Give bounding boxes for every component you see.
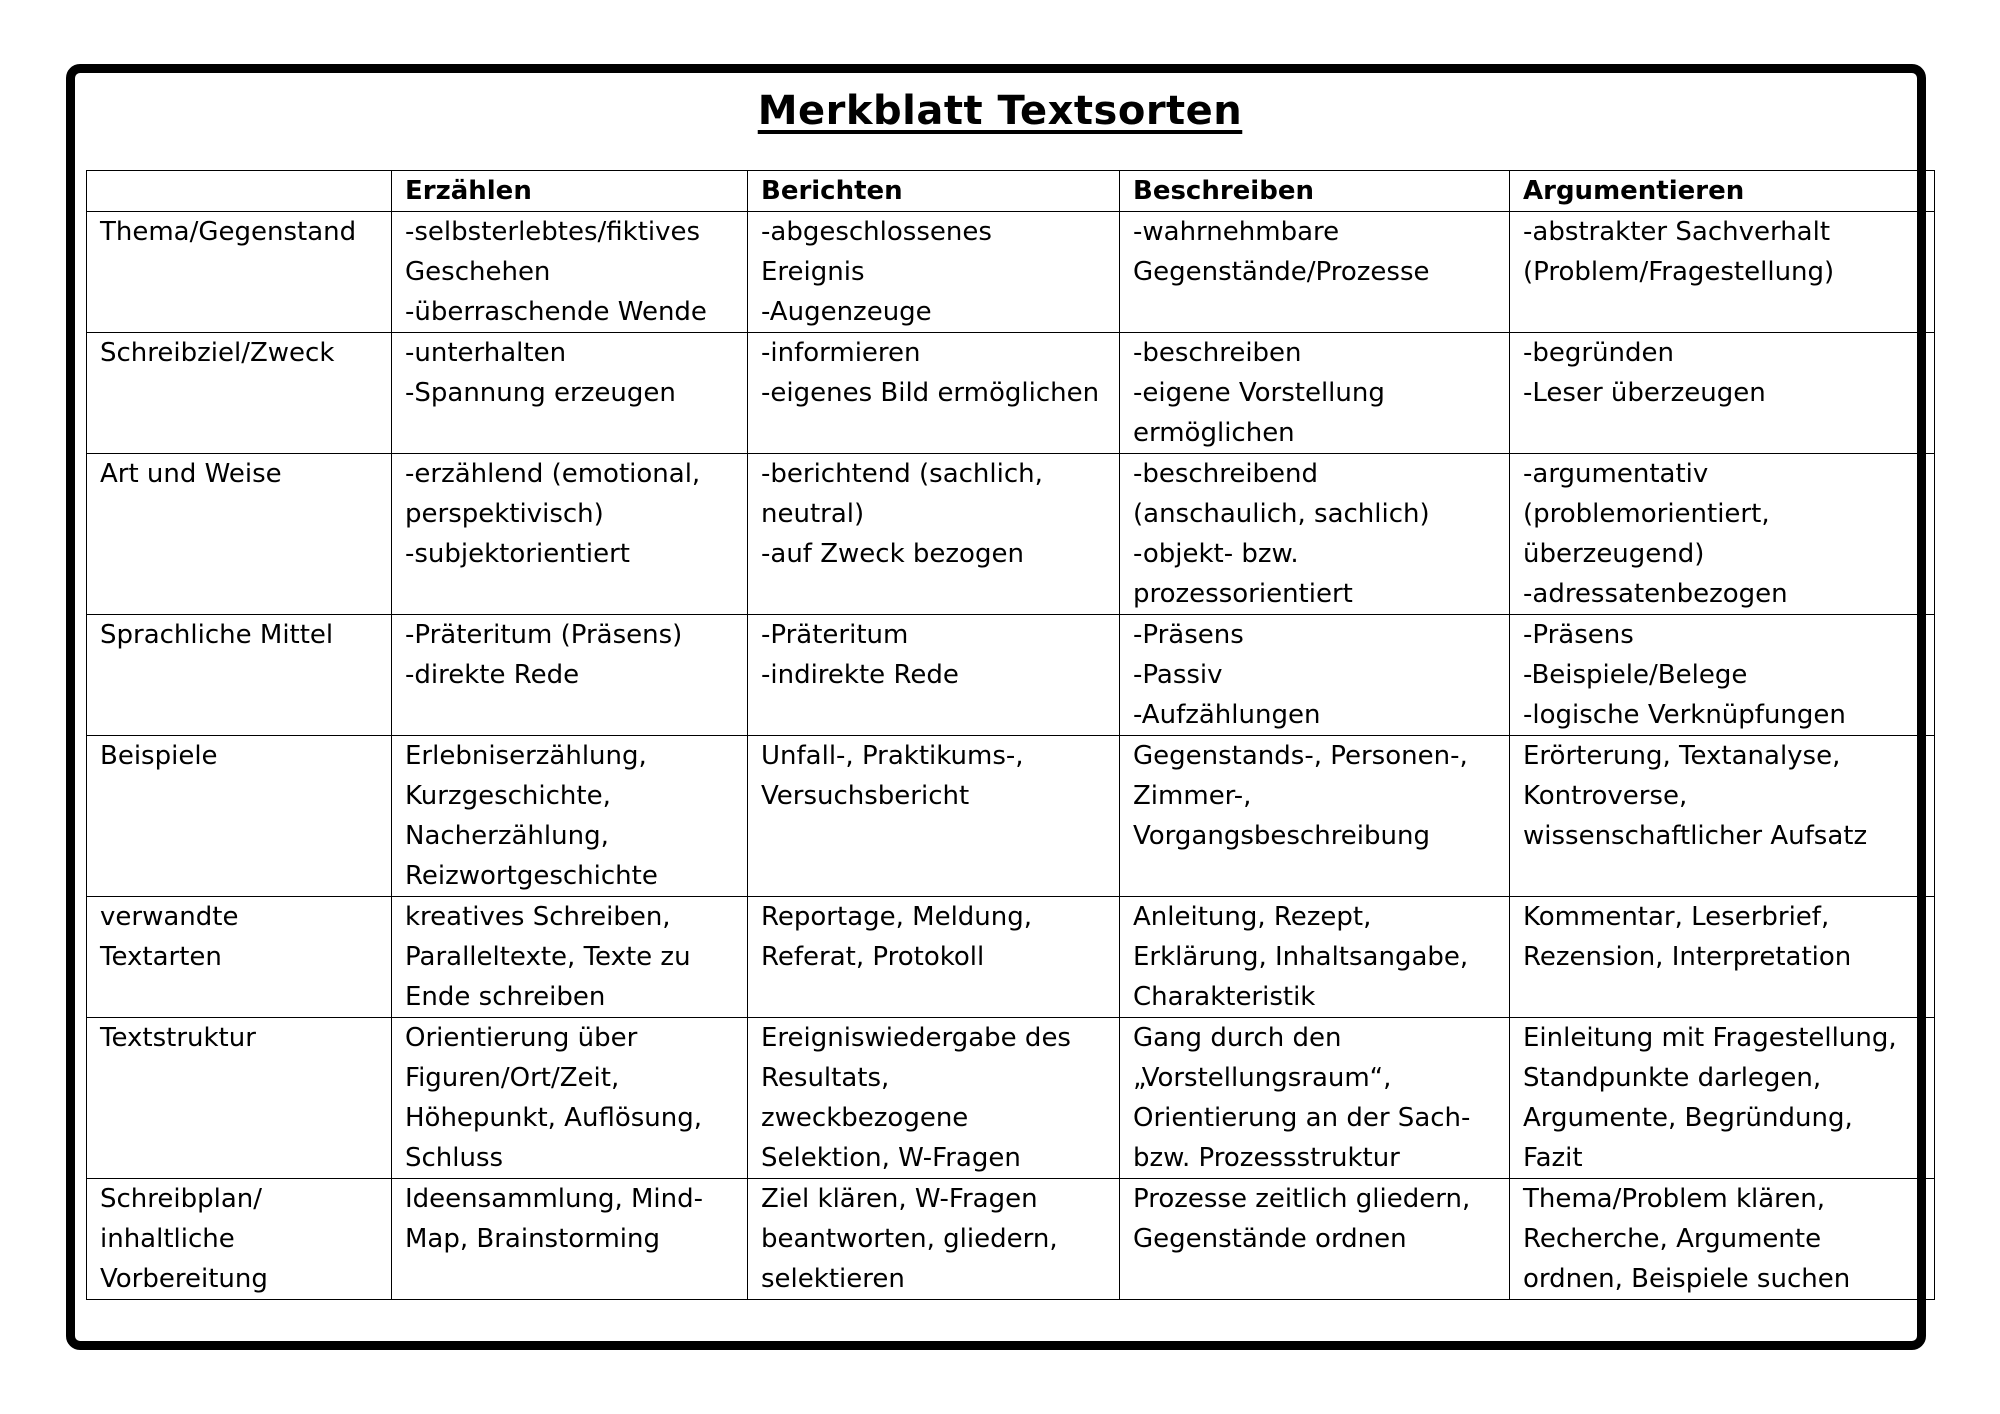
header-cell-erzaehlen: Erzählen	[392, 171, 748, 212]
table-cell: -wahrnehmbare Gegenstände/Prozesse	[1120, 212, 1510, 333]
table-cell: -Präteritum (Präsens) -direkte Rede	[392, 615, 748, 736]
table-cell: -informieren -eigenes Bild ermöglichen	[748, 333, 1120, 454]
table-cell: Erörterung, Textanalyse, Kontroverse, wissenschaftlicher Aufsatz	[1510, 736, 1935, 897]
table-row	[87, 1179, 1935, 1300]
table-cell: Erlebniserzählung, Kurzgeschichte, Nacherzählung, Reizwortgeschichte	[392, 736, 748, 897]
table-cell: Ereigniswiedergabe des Resultats, zweckbezogene Selektion, W-Fragen	[748, 1018, 1120, 1179]
header-cell-beschreiben: Beschreiben	[1120, 171, 1510, 212]
table-cell: -unterhalten -Spannung erzeugen	[392, 333, 748, 454]
table-cell: -Präsens -Beispiele/Belege -logische Verknüpfungen	[1510, 615, 1935, 736]
row-label: Beispiele	[87, 736, 392, 897]
table-cell: Prozesse zeitlich gliedern, Gegenstände ordnen	[1120, 1179, 1510, 1300]
table-cell: Orientierung über Figuren/Ort/Zeit, Höhepunkt, Auflösung, Schluss	[392, 1018, 748, 1179]
row-label: verwandte Textarten	[87, 897, 392, 1018]
page-title: Merkblatt Textsorten	[757, 88, 1243, 134]
table-cell: -beschreiben -eigene Vorstellung ermöglichen	[1120, 333, 1510, 454]
table-cell: Einleitung mit Fragestellung, Standpunkte darlegen, Argumente, Begründung, Fazit	[1510, 1018, 1935, 1179]
table-cell: -Präsens -Passiv -Aufzählungen	[1120, 615, 1510, 736]
table-cell: Ideensammlung, Mind- Map, Brainstorming	[392, 1179, 748, 1300]
row-label: Schreibplan/ inhaltliche Vorbereitung	[87, 1179, 392, 1300]
table-cell: Ziel klären, W-Fragen beantworten, gliedern, selektieren	[748, 1179, 1120, 1300]
table-row	[87, 454, 1935, 615]
row-label: Sprachliche Mittel	[87, 615, 392, 736]
table-row	[87, 736, 1935, 897]
table-cell: Kommentar, Leserbrief, Rezension, Interpretation	[1510, 897, 1935, 1018]
table-cell: Anleitung, Rezept, Erklärung, Inhaltsangabe, Charakteristik	[1120, 897, 1510, 1018]
row-label: Thema/Gegenstand	[87, 212, 392, 333]
table-row	[87, 212, 1935, 333]
row-label: Textstruktur	[87, 1018, 392, 1179]
table-cell: Reportage, Meldung, Referat, Protokoll	[748, 897, 1120, 1018]
table-cell: -abstrakter Sachverhalt (Problem/Fragestellung)	[1510, 212, 1935, 333]
row-label: Art und Weise	[87, 454, 392, 615]
table-cell: -begründen -Leser überzeugen	[1510, 333, 1935, 454]
table-row	[87, 897, 1935, 1018]
table-cell: -Präteritum -indirekte Rede	[748, 615, 1120, 736]
table-row	[87, 1018, 1935, 1179]
table-row	[87, 333, 1935, 454]
table-cell: Thema/Problem klären, Recherche, Argumente ordnen, Beispiele suchen	[1510, 1179, 1935, 1300]
table-cell: kreatives Schreiben, Paralleltexte, Texte zu Ende schreiben	[392, 897, 748, 1018]
table-cell: Gegenstands-, Personen-, Zimmer-, Vorgangsbeschreibung	[1120, 736, 1510, 897]
table-cell: -beschreibend (anschaulich, sachlich) -objekt- bzw. prozessorientiert	[1120, 454, 1510, 615]
table-row	[87, 615, 1935, 736]
table-cell: -selbsterlebtes/fiktives Geschehen -überraschende Wende	[392, 212, 748, 333]
table-header-row	[87, 171, 1935, 212]
header-cell-argumentieren: Argumentieren	[1510, 171, 1935, 212]
textsorten-table	[86, 170, 1935, 1300]
row-label: Schreibziel/Zweck	[87, 333, 392, 454]
header-cell-empty	[87, 171, 392, 212]
table-cell: -berichtend (sachlich, neutral) -auf Zweck bezogen	[748, 454, 1120, 615]
table-cell: -erzählend (emotional, perspektivisch) -subjektorientiert	[392, 454, 748, 615]
header-cell-berichten: Berichten	[748, 171, 1120, 212]
table-cell: Unfall-, Praktikums-, Versuchsbericht	[748, 736, 1120, 897]
table-cell: -argumentativ (problemorientiert, überzeugend) -adressatenbezogen	[1510, 454, 1935, 615]
table-cell: -abgeschlossenes Ereignis -Augenzeuge	[748, 212, 1120, 333]
table-cell: Gang durch den „Vorstellungsraum“, Orientierung an der Sach- bzw. Prozessstruktur	[1120, 1018, 1510, 1179]
